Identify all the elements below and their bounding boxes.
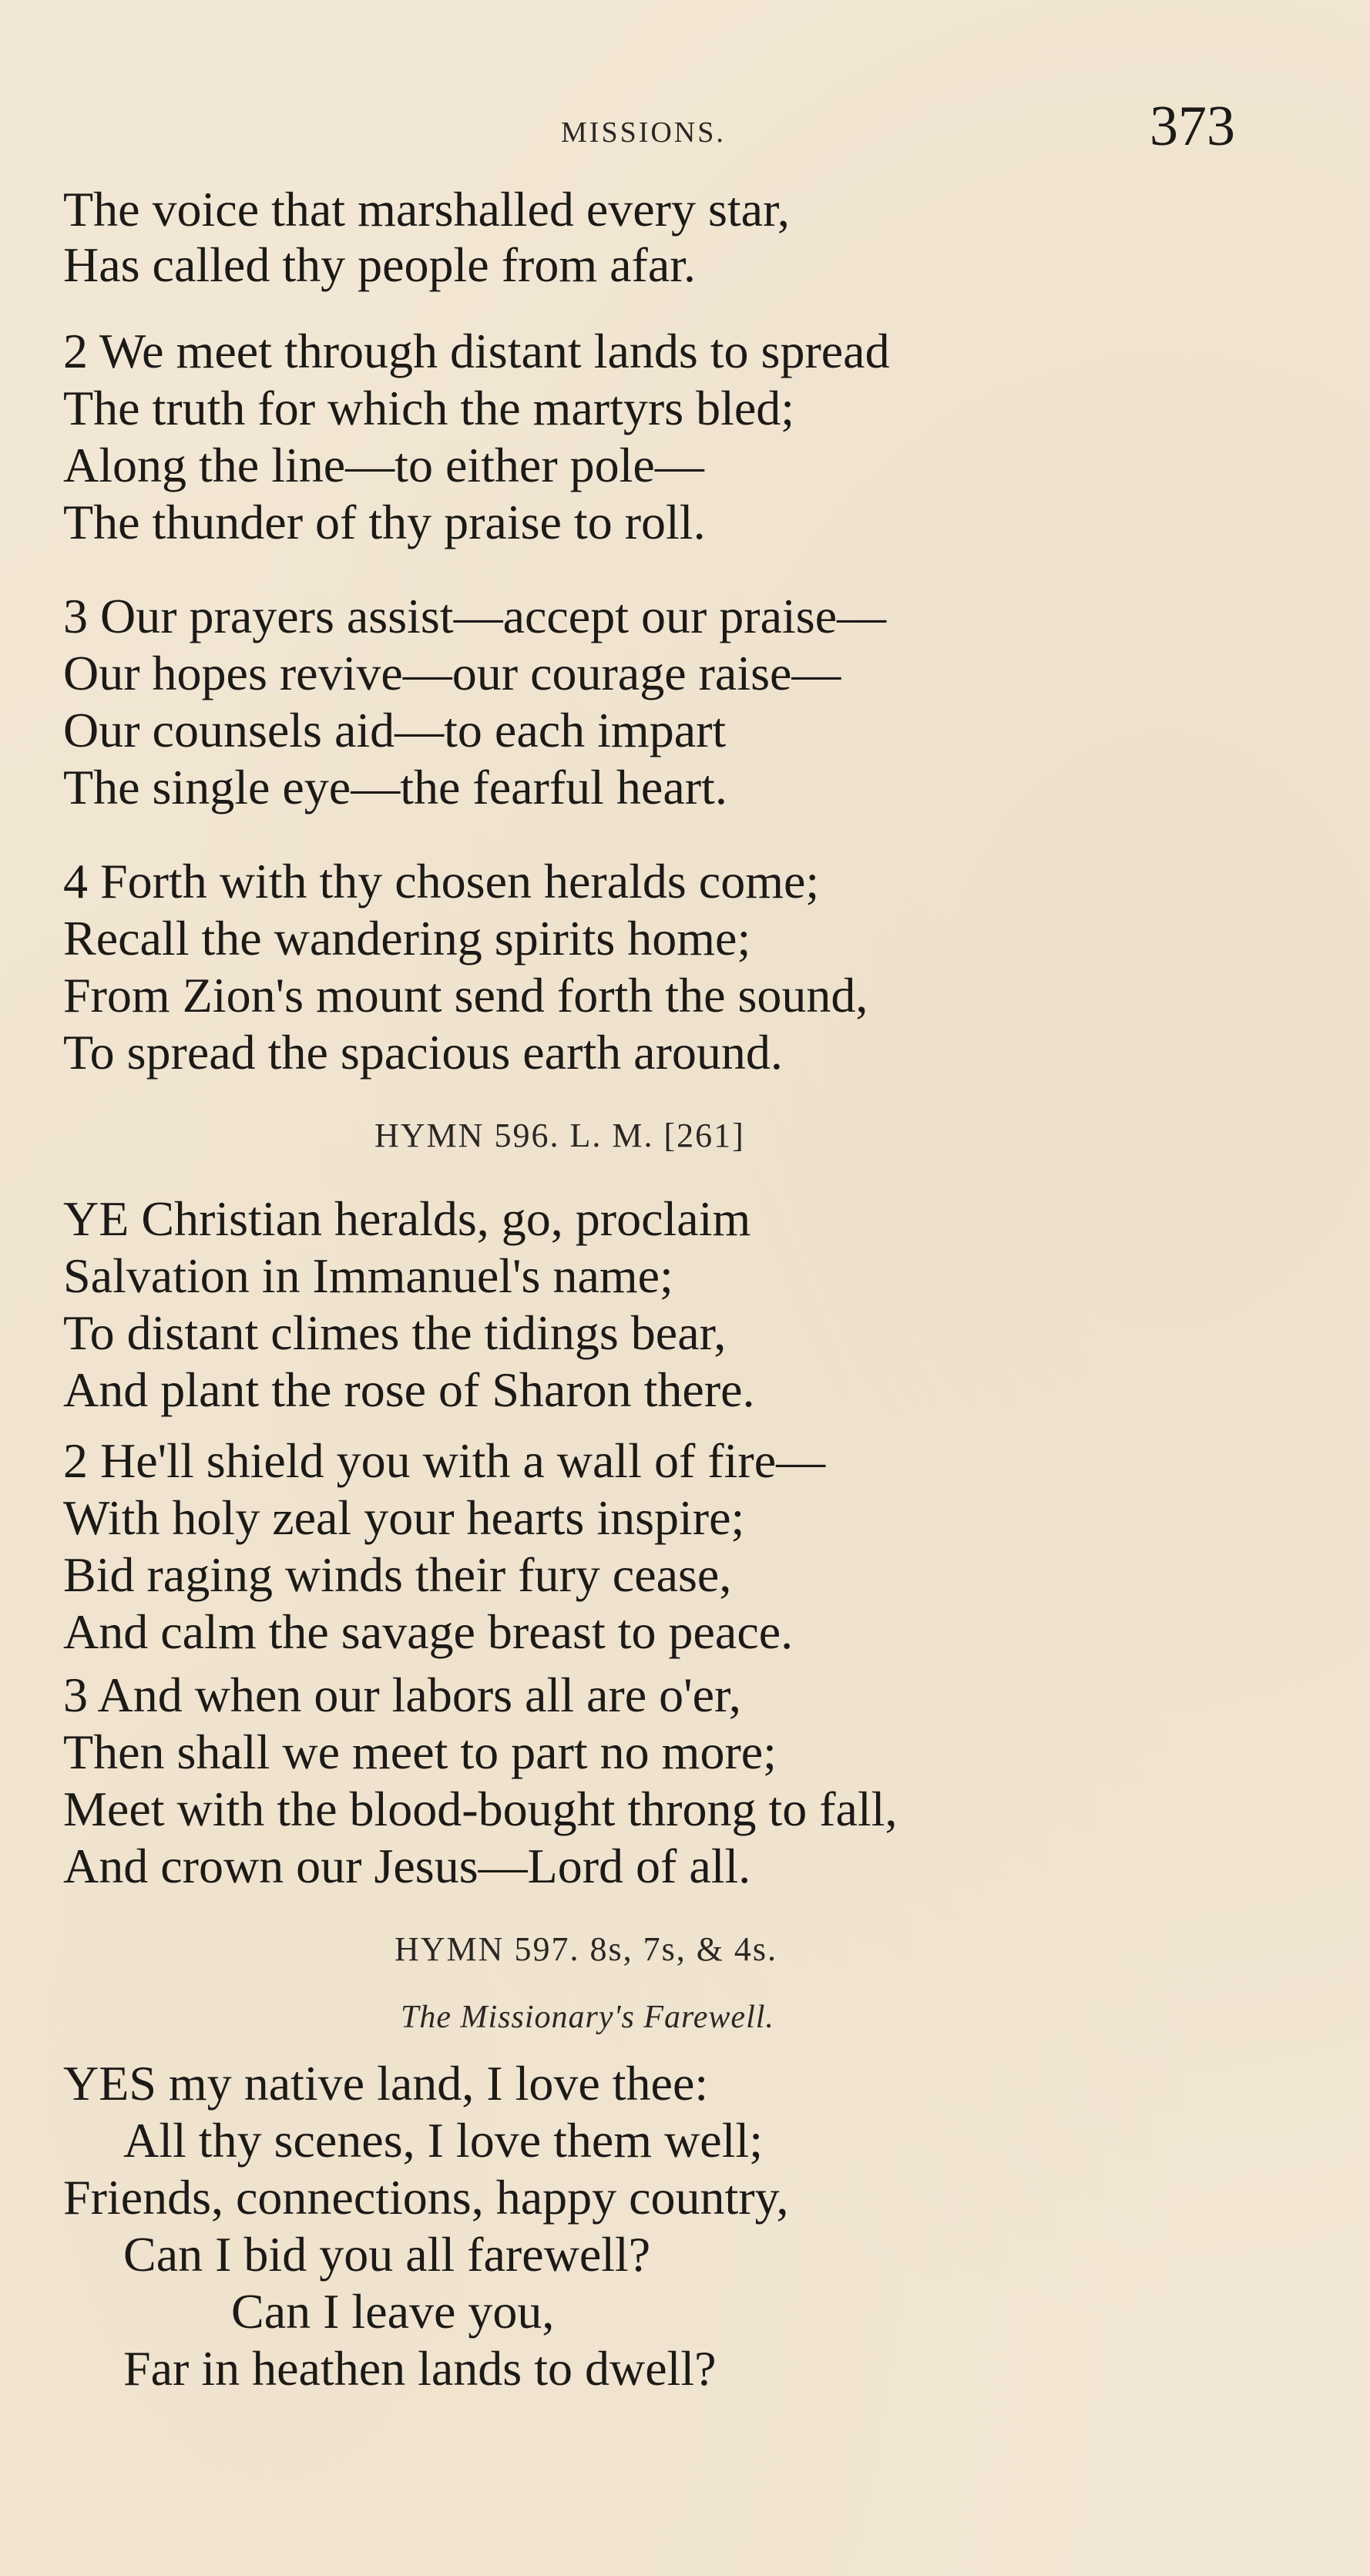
- running-head: MISSIONS.: [561, 116, 726, 149]
- verse-line: Meet with the blood-bought throng to fall,: [63, 1782, 898, 1836]
- verse-line: The voice that marshalled every star,: [63, 182, 790, 237]
- verse-line: The truth for which the martyrs bled;: [63, 381, 795, 435]
- verse-line: Our hopes revive—our courage raise—: [63, 646, 841, 700]
- verse-line: YE Christian heralds, go, proclaim: [63, 1191, 751, 1246]
- verse-line: With holy zeal your hearts inspire;: [63, 1490, 745, 1545]
- verse-line: And calm the savage breast to peace.: [63, 1604, 794, 1659]
- verse-line: YES my native land, I love thee:: [63, 2056, 709, 2111]
- verse-line: And plant the rose of Sharon there.: [63, 1362, 755, 1417]
- verse-line: Along the line—to either pole—: [63, 438, 704, 492]
- verse-line: Has called thy people from afar.: [63, 237, 696, 292]
- verse-line: Far in heathen lands to dwell?: [123, 2341, 717, 2396]
- verse-line: 3 Our prayers assist—accept our praise—: [63, 589, 887, 643]
- verse-line: The thunder of thy praise to roll.: [63, 495, 706, 549]
- verse-line: 4 Forth with thy chosen heralds come;: [63, 854, 820, 908]
- verse-line: Bid raging winds their fury cease,: [63, 1547, 732, 1602]
- verse-line: Salvation in Immanuel's name;: [63, 1248, 673, 1303]
- verse-line: 3 And when our labors all are o'er,: [63, 1668, 741, 1722]
- verse-line: Can I leave you,: [231, 2284, 555, 2339]
- verse-line: 2 He'll shield you with a wall of fire—: [63, 1433, 826, 1488]
- verse-line: Friends, connections, happy country,: [63, 2170, 789, 2225]
- verse-line: To distant climes the tidings bear,: [63, 1305, 727, 1360]
- verse-line: 2 We meet through distant lands to spread: [63, 324, 890, 378]
- verse-line: Our counsels aid—to each impart: [63, 703, 727, 757]
- verse-line: Recall the wandering spirits home;: [63, 911, 751, 966]
- verse-line: And crown our Jesus—Lord of all.: [63, 1839, 751, 1893]
- verse-line: To spread the spacious earth around.: [63, 1025, 783, 1080]
- hymn-596-heading: HYMN 596. L. M. [261]: [374, 1117, 745, 1154]
- verse-line: Can I bid you all farewell?: [123, 2227, 651, 2282]
- verse-line: All thy scenes, I love them well;: [123, 2113, 764, 2168]
- verse-line: Then shall we meet to part no more;: [63, 1725, 777, 1779]
- hymn-597-heading: HYMN 597. 8s, 7s, & 4s.: [395, 1930, 778, 1968]
- page-number: 373: [1150, 95, 1235, 158]
- verse-line: The single eye—the fearful heart.: [63, 760, 727, 814]
- hymn-597-subtitle: The Missionary's Farewell.: [401, 2000, 774, 2035]
- verse-line: From Zion's mount send forth the sound,: [63, 968, 868, 1023]
